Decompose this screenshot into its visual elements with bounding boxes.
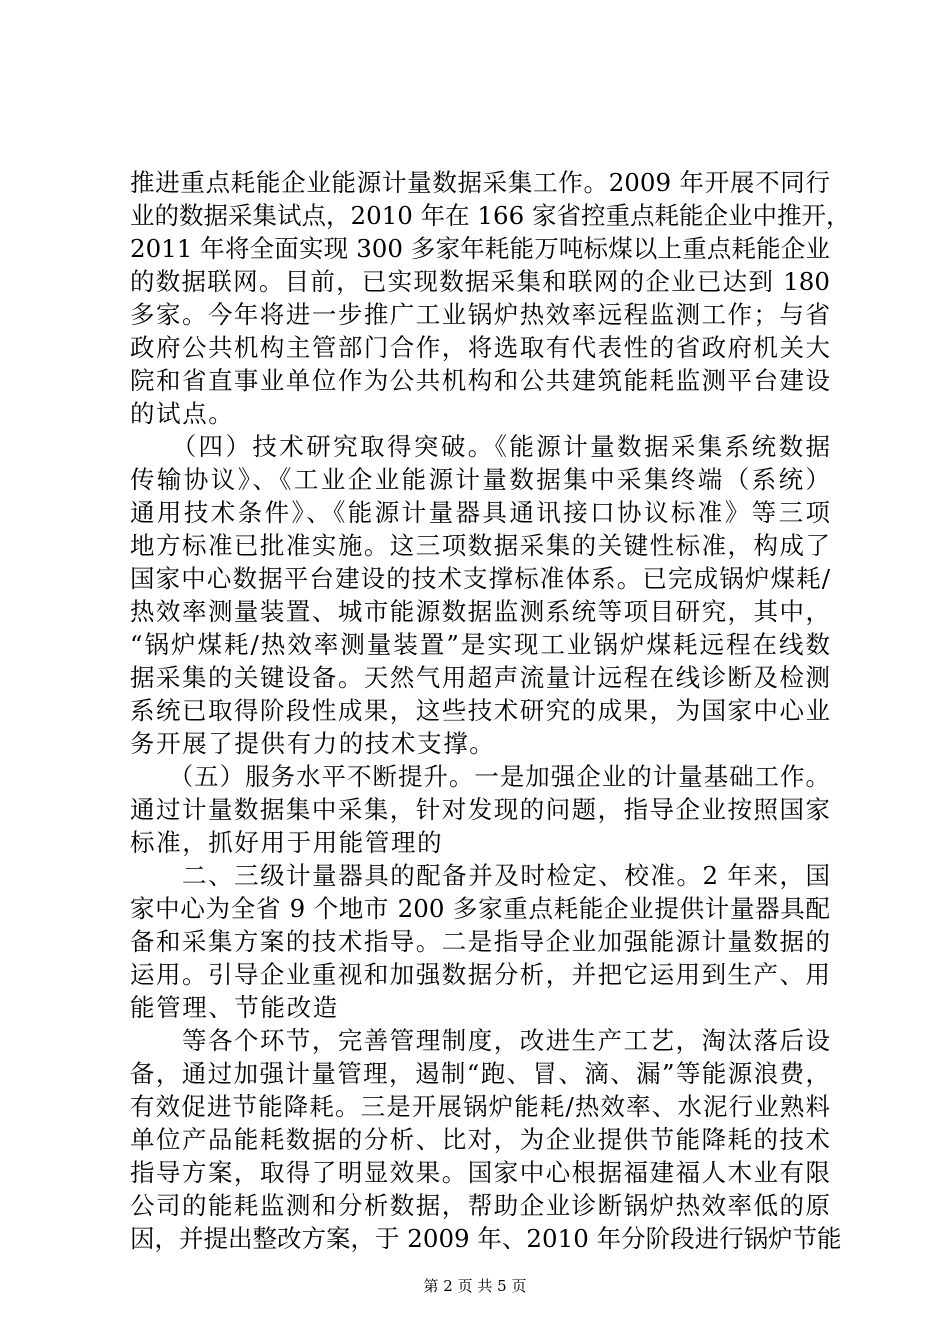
document-body xyxy=(130,166,851,1255)
text-line: 能管理、节能改造 xyxy=(130,993,339,1022)
text-line: 推进重点耗能企业能源计量数据采集工作。2009 年开展不同行 xyxy=(130,168,830,197)
text-line: 二、三级计量器具的配备并及时检定、校准。2 年来，国 xyxy=(130,861,830,890)
text-line: 政府公共机构主管部门合作，将选取有代表性的省政府机关大 xyxy=(130,333,830,362)
text-line: 家中心为全省 9 个地市 200 多家重点耗能企业提供计量器具配 xyxy=(130,894,830,923)
text-line: 标准，抓好用于用能管理的 xyxy=(130,828,444,857)
text-line: 通用技术条件》、《能源计量器具通讯接口协议标准》等三项 xyxy=(130,498,830,527)
text-line: 有效促进节能降耗。三是开展锅炉能耗/热效率、水泥行业熟料 xyxy=(130,1092,830,1121)
text-line: 单位产品能耗数据的分析、比对，为企业提供节能降耗的技术 xyxy=(130,1125,830,1154)
text-line: 2011 年将全面实现 300 多家年耗能万吨标煤以上重点耗能企业 xyxy=(130,234,830,263)
page-footer: 第 2 页 共 5 页 xyxy=(423,1277,527,1295)
text-line: 运用。引导企业重视和加强数据分析，并把它运用到生产、用 xyxy=(130,960,830,989)
text-line: 传输协议》、《工业企业能源计量数据集中采集终端（系统） xyxy=(130,465,830,494)
text-line: “锅炉煤耗/热效率测量装置”是实现工业锅炉煤耗远程在线数 xyxy=(130,630,830,659)
text-line: 备，通过加强计量管理，遏制“跑、冒、滴、漏”等能源浪费， xyxy=(130,1059,830,1088)
text-line: 等各个环节，完善管理制度，改进生产工艺，淘汰落后设 xyxy=(130,1026,830,1055)
text-line: 热效率测量装置、城市能源数据监测系统等项目研究，其中， xyxy=(130,597,830,626)
text-line: 国家中心数据平台建设的技术支撑标准体系。已完成锅炉煤耗/ xyxy=(130,564,830,593)
text-line: 多家。今年将进一步推广工业锅炉热效率远程监测工作；与省 xyxy=(130,300,830,329)
text-line: 的数据联网。目前，已实现数据采集和联网的企业已达到 180 xyxy=(130,267,830,296)
text-line: 系统已取得阶段性成果，这些技术研究的成果，为国家中心业 xyxy=(130,696,830,725)
text-line: 务开展了提供有力的技术支撑。 xyxy=(130,729,496,758)
text-line: 备和采集方案的技术指导。二是指导企业加强能源计量数据的 xyxy=(130,927,830,956)
text-line: 指导方案，取得了明显效果。国家中心根据福建福人木业有限 xyxy=(130,1158,830,1187)
text-line: 因，并提出整改方案，于 2009 年、2010 年分阶段进行锅炉节能 xyxy=(130,1224,842,1253)
text-line: 据采集的关键设备。天然气用超声流量计远程在线诊断及检测 xyxy=(130,663,830,692)
text-line: （四）技术研究取得突破。《能源计量数据采集系统数据 xyxy=(130,432,830,461)
text-line: 业的数据采集试点，2010 年在 166 家省控重点耗能企业中推开， xyxy=(130,201,851,230)
text-line: 的试点。 xyxy=(130,399,235,428)
text-line: 通过计量数据集中采集，针对发现的问题，指导企业按照国家 xyxy=(130,795,830,824)
text-line: 地方标准已批准实施。这三项数据采集的关键性标准，构成了 xyxy=(130,531,830,560)
text-line: 院和省直事业单位作为公共机构和公共建筑能耗监测平台建设 xyxy=(130,366,830,395)
text-line: （五）服务水平不断提升。一是加强企业的计量基础工作。 xyxy=(130,762,830,791)
text-line: 公司的能耗监测和分析数据，帮助企业诊断锅炉热效率低的原 xyxy=(130,1191,830,1220)
